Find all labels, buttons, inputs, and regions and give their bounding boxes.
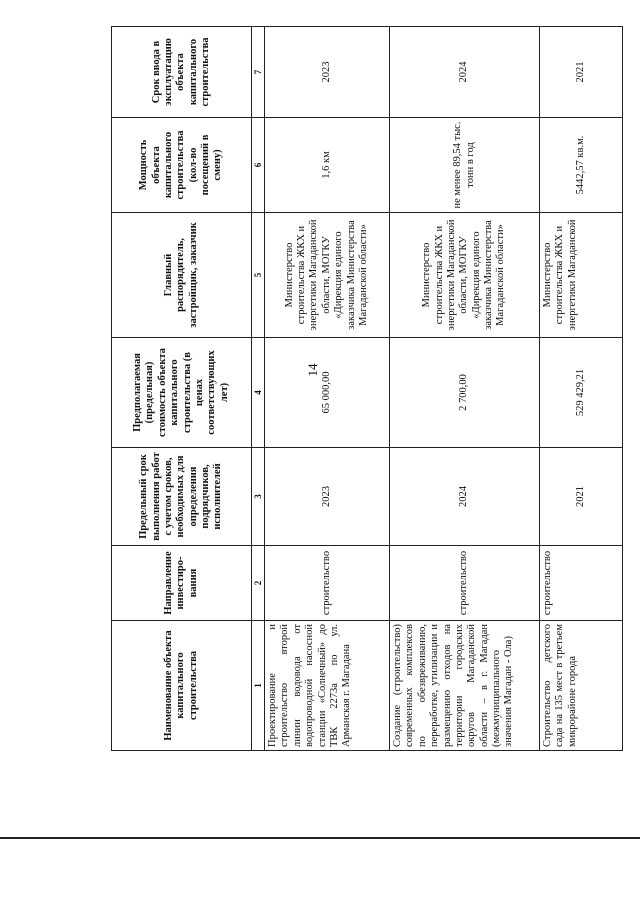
header-cost: Предполагаемая (предельная) стоимость объекта капитального строительства (в ценах соответствующих лет): [112, 338, 252, 448]
object-name: Создание (строительство) современных комплексов по обезвреживанию, переработке, утилизации и размещению отходов на территории городских округов Магаданской области – в г. Магадан (межмуниципального значения Магадан - Ола): [390, 621, 540, 751]
investment-direction: строительство: [540, 546, 623, 621]
table-row: [265, 27, 390, 751]
capital-construction-table: [111, 26, 623, 751]
col-num-6: 6: [252, 118, 265, 213]
object-name: Строительство детского сада на 135 мест в третьем микрорайоне города: [540, 621, 623, 751]
commission-year: 2024: [390, 27, 540, 118]
customer: Министерство строительства ЖКХ и энергетики Магаданской: [540, 213, 623, 338]
capacity: 1,6 км: [265, 118, 390, 213]
rotated-table-container: [111, 27, 623, 751]
header-deadline: Предельный срок выполнения работ с учетом сроков, необходимых для определения подрядчиков, исполнителей: [112, 448, 252, 546]
capacity: 5442,57 кв.м.: [540, 118, 623, 213]
customer: Министерство строительства ЖКХ и энергетики Магаданской области, МОГКУ «Дирекция единого заказчика Министерства Магаданской области»: [390, 213, 540, 338]
investment-direction: строительство: [265, 546, 390, 621]
col-num-5: 5: [252, 213, 265, 338]
header-row: [112, 27, 252, 751]
col-num-4: 4: [252, 338, 265, 448]
cost: 65 000,00: [265, 338, 390, 448]
commission-year: 2023: [265, 27, 390, 118]
column-number-row: [252, 27, 265, 751]
customer: Министерство строительства ЖКХ и энергетики Магаданской области, МОГКУ «Дирекция единого заказчика Министерства Магаданской области»: [265, 213, 390, 338]
col-num-1: 1: [252, 621, 265, 751]
capacity: не менее 89,54 тыс. тонн в год: [390, 118, 540, 213]
deadline: 2024: [390, 448, 540, 546]
header-capacity: Мощность объекта капитального строительства (кол-во посещений в смену): [112, 118, 252, 213]
bottom-rule: [0, 837, 640, 839]
table-row: [540, 27, 623, 751]
object-name: Проектирование и строительство второй линии водовода от водопроводной насосной станции «Солнечный» до ТВК 2273а по ул. Арманская г. Магадана: [265, 621, 390, 751]
header-direction: Направление инвестиро-вания: [112, 546, 252, 621]
col-num-3: 3: [252, 448, 265, 546]
header-commission: Срок ввода в эксплуатацию объекта капитального строительства: [112, 27, 252, 118]
deadline: 2021: [540, 448, 623, 546]
deadline: 2023: [265, 448, 390, 546]
header-name: Наименование объекта капитального строительства: [112, 621, 252, 751]
investment-direction: строительство: [390, 546, 540, 621]
col-num-2: 2: [252, 546, 265, 621]
page-number: 14: [305, 363, 320, 377]
table-row: [390, 27, 540, 751]
col-num-7: 7: [252, 27, 265, 118]
cost: 2 700,00: [390, 338, 540, 448]
commission-year: 2021: [540, 27, 623, 118]
cost: 529 429,21: [540, 338, 623, 448]
header-customer: Главный распорядитель, застройщик, заказчик: [112, 213, 252, 338]
